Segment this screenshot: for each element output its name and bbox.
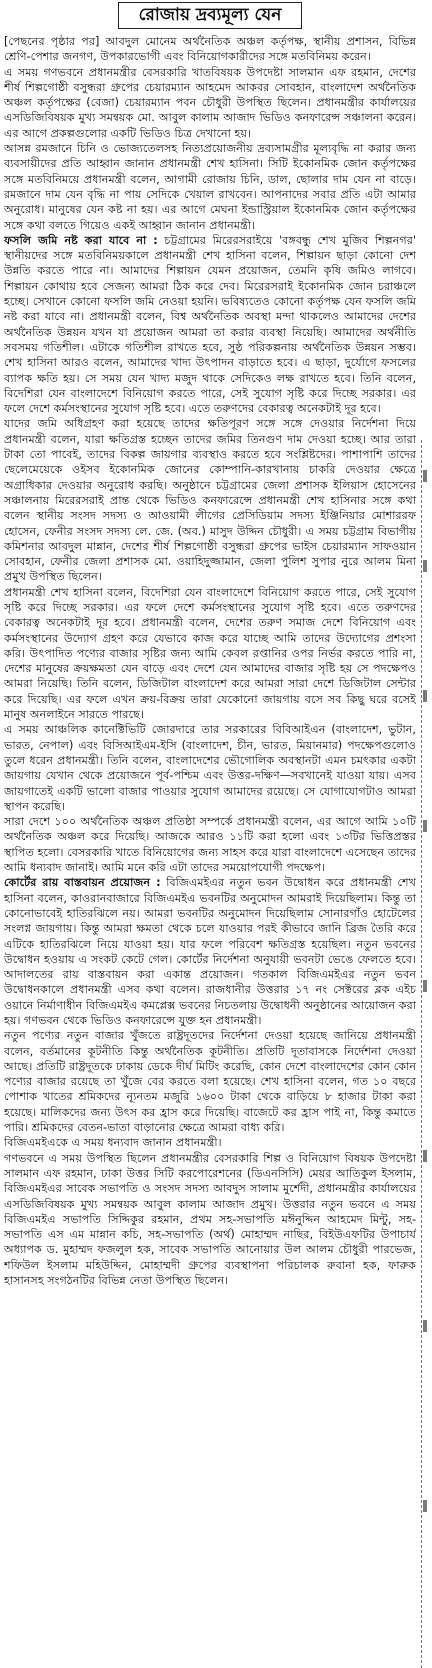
paragraph-text: আসন্ন রমজানে চিনি ও ভোজ্যতেলসহ নিত্যপ্রয়োজনীয় দ্রব্যসামগ্রীর মূল্যবৃদ্ধি না করার জন্য ব্যবসায়ীদের প্রতি আহ্বান জানান প্রধানমন্ত্রী শেখ হাসিনা। সিটি ইকোনমিক জোন কর্তৃপক্ষের সঙ্গে মতবিনিময়ে প্রধানমন্ত্রী বলেন, আগামী রোজায় চিনি, ডাল, ছোলার দাম যেন না বাড়ে। রমজানে দাম যেন বৃদ্ধি না পায় সেদিকে খেয়াল রাখবেন। আপনাদের সবার প্রতি এটা আমার অনুরোধ। মানুষের যেন কষ্ট না হয়। এর আগে মেঘনা ইন্ডাস্ট্রিয়াল ইকোনমিক জোন কর্তৃপক্ষের সঙ্গে কথা বলতে গিয়েও একই আহ্বান জানান প্রধানমন্ত্রী। xyxy=(4,142,416,232)
adjacent-column-edge xyxy=(421,440,429,1668)
paragraph-text: বিজিএমইএকে এ সময় ধন্যবাদ জানান প্রধানমন্ত্রী। xyxy=(4,1136,222,1150)
paragraph-text: যাদের জমি অধিগ্রহণ করা হয়েছে তাদের ক্ষতিপূরণ সঙ্গে সঙ্গে দেওয়ার নির্দেশনা দিয়ে প্রধানমন্ত্রী বলেন, যারা ক্ষতিগ্রস্ত হচ্ছেন তাদের জমির তিনগুণ দাম দেওয়া হচ্ছে। আর তারা টাকা তো পাবেই, তাদের বিকল্প জায়গার ব্যবস্থাও করতে হবে সংশ্লিষ্টদের। পাশাপাশি তাদের ছেলেমেয়েকে ওইসব ইকোনমিক জোনের কোম্পানি-কারখানায় চাকরি দেওয়ার ক্ষেত্রে অগ্রাধিকার দেওয়ার অনুরোধ করছি। অনুষ্ঠানে চট্টগ্রামের জেলা প্রশাসক ইলিয়াস হোসেনের সঞ্চালনায় মিরেরসরাই প্রান্ত থেকে ভিডিও কনফারেন্সে প্রধানমন্ত্রী শেখ হাসিনার সঙ্গে কথা বলেন স্থানীয় সংসদ সদস্য ও আওয়ামী লীগের প্রেসিডিয়াম সদস্য ইঞ্জিনিয়ার মোশাররফ হোসেন, ফেনীর সংসদ সদস্য লে. জে. (অব.) মাসুদ উদ্দিন চৌধুরী। এ সময় চট্টগ্রাম বিভাগীয় কমিশনার আবদুল মান্নান, দেশের শীর্ষ শিল্পগোষ্ঠী বসুন্ধরা গ্রুপের ভাইস চেয়ারম্যান সাফওয়ান সোবহান, ফেনীর জেলা প্রশাসক মো. ওয়াহিদুজ্জামান, জেলা পুলিশ সুপার নুরে আলম মিনা প্রমুখ উপস্থিত ছিলেন। xyxy=(4,417,416,584)
paragraph-text: এ সময় আঞ্চলিক কানেক্টিভিটি জোরদারে তার সরকারের বিবিআইএন (বাংলাদেশ, ভুটান, ভারত, নেপাল) এবং বিসিআইএম-ইসি (বাংলাদেশ, চীন, ভারত, মিয়ানমার) পদক্ষেপগুলোও তুলে ধরেন প্রধানমন্ত্রী। তিনি বলেন, বাংলাদেশের ভৌগোলিক অবস্থানটা এমন চমৎকার একটা জায়গায় যেখান থেকে প্রয়োজনে পূর্ব-পশ্চিম এবং উত্তর-দক্ষিণ—সবখানেই যাওয়া যায়। এসব জায়গাতেই একটি ভালো বাজার পাওয়ার সুযোগ আমাদের রয়েছে। সে যোগাযোগটাও আমরা স্থাপন করেছি। xyxy=(4,723,416,813)
adjacent-column-fragment xyxy=(423,690,427,702)
headline-area xyxy=(0,0,420,30)
adjacent-column-fragment xyxy=(423,1500,427,1512)
paragraph-text: প্রধানমন্ত্রী শেখ হাসিনা বলেন, বিদেশিরা যেন বাংলাদেশে বিনিয়োগ করতে পারে, সেই সুযোগ সৃষ্টি করে দিচ্ছে সরকার। এর ফলে দেশে কর্মসংস্থানের সুযোগ সৃষ্টি হবে। এতে তরুণদের বেকারত্ব অনেকটাই দূর হবে। প্রধানমন্ত্রী বলেন, দেশের তরুণ সমাজ দেশে বিনিয়োগ এবং কর্মসংস্থানের উদ্যোগ গ্রহণ করে যেভাবে কাজ করে যাচ্ছে আমি তাদের উদ্যোগের প্রশংসা করি। উৎপাদিত পণ্যের বাজার সৃষ্টির জন্য আমি কেবল রপ্তানির ওপর নির্ভর করতে পারি না, দেশের মানুষের ক্রয়ক্ষমতা যেন বাড়ে এবং দেশে যেন আমাদের বাজার সৃষ্টি হয় সে পদক্ষেপও আমরা নিয়েছি। তিনি বলেন, ডিজিটাল বাংলাদেশ করে আমরা সারা দেশে ডিজিটাল সেন্টার করে দিয়েছি। এর ফলে এখন ক্রয়-বিক্রয় তারা যেকোনো জায়গায় বসে সব কিছু ঘরে বসেই মানুষ অনলাইনে সারতে পারছে। xyxy=(4,585,416,722)
paragraph-text: এ সময় গণভবনে প্রধানমন্ত্রীর বেসরকারি খাতবিষয়ক উপদেষ্টা সালমান এফ রহমান, দেশের শীর্ষ শিল্পগোষ্ঠী বসুন্ধরা গ্রুপের চেয়ারম্যান আহমেদ আকবর সোবহান, বাংলাদেশ অর্থনৈতিক অঞ্চল কর্তৃপক্ষের (বেজা) চেয়ারম্যান পবন চৌধুরী উপস্থিত ছিলেন। প্রধানমন্ত্রীর কার্যালয়ের এসডিজিবিষয়ক মুখ্য সমন্বয়ক মো. আবুল কালাম আজাদ ভিডিও কনফারেন্স সঞ্চালনা করেন। এর আগে প্রকল্পগুলোর একটি ভিডিও চিত্র দেখানো হয়। xyxy=(4,65,416,140)
adjacent-column-fragment xyxy=(423,470,427,482)
article-paragraph xyxy=(4,416,416,584)
adjacent-column-fragment xyxy=(423,1150,427,1162)
adjacent-column-fragment xyxy=(423,1320,427,1332)
headline: রোজায় দ্রব্যমূল্য যেন xyxy=(118,2,303,29)
article-paragraph xyxy=(4,722,416,814)
article-paragraph xyxy=(4,233,416,417)
adjacent-column-fragment xyxy=(423,980,427,992)
subhead: কোর্টের রায় বাস্তবায়ন প্রয়োজন : xyxy=(4,876,161,890)
paragraph-text: চট্টগ্রামের মিরেরসরাইয়ে 'বঙ্গবন্ধু শেখ মুজিব শিল্পনগর' স্থানীয়দের সঙ্গে মতবিনিময়কালে প্রধানমন্ত্রী শেখ হাসিনা বলেন, শিল্পায়ন ছাড়া কোনো দেশ উন্নতি করতে পারে না। আমাদের শিল্পায়ন যেমন প্রয়োজন, তেমনি কৃষি জমিও লাগবে। শিল্পায়ন কোথায় হবে সেজন্য আমরা ঠিক করে দেব। মিরেরসরাই ইকোনমিক জোন চরাঞ্চলে হচ্ছে। সেখানে কোনো ফসলি জমি নেওয়া হয়নি। ভবিষ্যতেও কোনো কর্তৃপক্ষ যেন ফসলি জমি নষ্ট করা যাবে না। প্রধানমন্ত্রী বলেন, বিশ্ব অর্থনৈতিক অবস্থা মন্দা থাকলেও আমাদের দেশের অর্থনৈতিক উন্নয়ন যখন যা প্রয়োজন আমরা তা করার ব্যবস্থা নিয়েছি। আমাদের অর্থনীতি সবসময় গতিশীল। এটাকে গতিশীল রাখতে হবে, সুষ্ঠ পরিকল্পনায় অর্থনৈতিক উন্নয়ন সম্ভব। শেখ হাসিনা আরও বলেন, আমাদের খাদ্য উৎপাদন বাড়াতে হবে। এ ছাড়া, দুর্যোগে ফসলের ব্যাপক ক্ষতি হয়। সে সময় যেন খাদ্য মজুদ থাকে সেদিকেও লক্ষ রাখতে হবে। তিনি বলেন, বিদেশিরা যেন বাংলাদেশে বিনিয়োগ করতে পারে, সেই সুযোগ সৃষ্টি করে দিচ্ছে সরকার। এর ফলে দেশে কর্মসংস্থানের সুযোগ সৃষ্টি হবে। এতে তরুণদের বেকারত্ব অনেকটাই দূর হবে। xyxy=(4,233,416,416)
article-body xyxy=(4,34,416,1662)
paragraph-text: গণভবনে এ সময় উপস্থিত ছিলেন প্রধানমন্ত্রীর বেসরকারি শিল্প ও বিনিয়োগ বিষয়ক উপদেষ্টা সালমান এফ রহমান, ঢাকা উত্তর সিটি করপোরেশনের (ডিএনসিসি) মেয়র আতিকুল ইসলাম, বিজিএমইএর সাবেক সভাপতি ও সংসদ সদস্য আবদুস সালাম মুর্শেদী, প্রধানমন্ত্রীর কার্যালয়ের এসডিজিবিষয়ক মুখ্য সমন্বয়ক আবুল কালাম আজাদ প্রমুখ। উত্তরার নতুন ভবনে এ সময় বিজিএমইএ সভাপতি সিদ্দিকুর রহমান, প্রথম সহ-সভাপতি মঈনুদ্দিন আহমেদ মিন্টু, সহ-সভাপতি এস এম মান্নান কচি, সহ-সভাপতি (অর্থ) মোহাম্মদ নাছির, বিইউএফটির উপাচার্য অধ্যাপক ড. মুহাম্মদ ফজলুল হক, সাবেক সভাপতি আনোয়ার উল আলম চৌধুরী পারভেজ, শফিউল ইসলাম মহিউদ্দিন, মোহাম্মদী গ্রুপের ব্যবস্থাপনা পরিচালক রুবানা হক, ফারুক হাসানসহ সংগঠনটির বিভিন্ন নেতা উপস্থিত ছিলেন। xyxy=(4,1151,416,1288)
article-paragraph xyxy=(4,1135,416,1150)
article-paragraph xyxy=(4,141,416,233)
article-paragraph xyxy=(4,65,416,141)
article-paragraph xyxy=(4,1151,416,1289)
article-paragraph xyxy=(4,814,416,875)
paragraph-text: [পেছনের পৃষ্ঠার পর] আবদুল মোনেম অর্থনৈতিক অঞ্চল কর্তৃপক্ষ, স্থানীয় প্রশাসন, বিভিন্ন শ্রেণি-পেশার জনগণ, উপকারভোগী এবং বিনিয়োগকারীদের সঙ্গে মতবিনিময় করেন। xyxy=(4,35,416,64)
article-paragraph xyxy=(4,875,416,1028)
paragraph-text: সারা দেশে ১০০ অর্থনৈতিক অঞ্চল প্রতিষ্ঠা সম্পর্কে প্রধানমন্ত্রী বলেন, এর আগে আমি ১০টি অর্থনৈতিক অঞ্চল করে দিয়েছি। আজকে আরও ১১টি করা হলো এবং ১৩টির ভিত্তিপ্রস্তর স্থাপিত হলো। বেসরকারি খাতে বিনিয়োগের জন্য সাহস করে যারা বাংলাদেশে এসেছেন তাদের আমি ধন্যবাদ জানাই। আমি মনে করি এটা তাদের সময়োপযোগী পদক্ষেপ। xyxy=(4,815,416,875)
article-paragraph xyxy=(4,34,416,65)
article-paragraph xyxy=(4,585,416,723)
paragraph-text: বিজিএমইএর নতুন ভবন উদ্বোধন করে প্রধানমন্ত্রী শেখ হাসিনা বলেন, কাওরানবাজারে বিজিএমইএ ভবনটির অনুমোদন আমরাই দিয়েছিলাম। কিন্তু তা কোনোভাবেই হাতিরঝিলে নয়। আমরা ভবনটির অনুমোদন দিয়েছিলাম সোনারগাঁও হোটেলের সংলগ্ন জায়গায়। কিন্তু আমরা ক্ষমতা থেকে চলে যাওয়ার পরই কীভাবে জানি ব্রিজ তৈরি করে এটিকে হাতিরঝিলে নিয়ে যাওয়া হয়। যার ফলে পরিবেশ ক্ষতিগ্রস্ত হয়েছিল। নতুন ভবনের উদ্বোধন হওয়ায় এ সংকট কেটে গেল। কোর্টের নির্দেশনা অনুযায়ী ভবনটা ভেঙে ফেলতে হবে। আদালতের রায় বাস্তবায়ন করা একান্ত প্রয়োজন। গতকাল বিজিএমইএর নতুন ভবন উদ্বোধনকালে প্রধানমন্ত্রী এসব কথা বলেন। রাজধানীর উত্তরার ১৭ নং সেক্টরের ব্লক এইচ ওয়ানে নির্মাণাধীন বিজিএমইএ কমপ্লেক্স ভবনের নিচতলায় উদ্বোধনী অনুষ্ঠানের আয়োজন করা হয়। গণভবন থেকে ভিডিও কনফারেন্সে যুক্ত হন প্রধানমন্ত্রী। xyxy=(4,876,416,1027)
adjacent-column-fragment xyxy=(423,820,427,832)
subhead: ফসলি জমি নষ্ট করা যাবে না : xyxy=(4,233,158,247)
article-paragraph xyxy=(4,1028,416,1135)
adjacent-column-fragment xyxy=(423,560,427,572)
paragraph-text: নতুন পণ্যের নতুন বাজার খুঁজতে রাষ্ট্রদূতদের নির্দেশনা দেওয়া হয়েছে জানিয়ে প্রধানমন্ত্রী বলেন, বর্তমানের কূটনীতি কিন্তু অর্থনৈতিক কূটনীতি। প্রতিটি দূতাবাসকে নির্দেশনা দেওয়া আছে। প্রতিটি রাষ্ট্রদূতকে ঢাকায় ডেকে দীর্ঘ মিটিং করেছি, কোন দেশে বাংলাদেশের কোন কোন পণ্যের বাজার রয়েছে তা খুঁজে বের করতে বলা হয়েছে। শেখ হাসিনা বলেন, গত ১০ বছরে পোশাক খাতের শ্রমিকদের ন্যূনতম মজুরি ১৬০০ টাকা থেকে বাড়িয়ে ৮ হাজার টাকা করা হয়েছে। মালিকদের জন্য উৎস কর হ্রাস করে দিয়েছি। বাজেটে কর হ্রাস পাই না, কিন্তু কমাতে পারি। শ্রমিকদের বেতন-ভাতা বাড়ানোর ক্ষেত্রে আমরা বাধ্য করি। xyxy=(4,1029,416,1135)
